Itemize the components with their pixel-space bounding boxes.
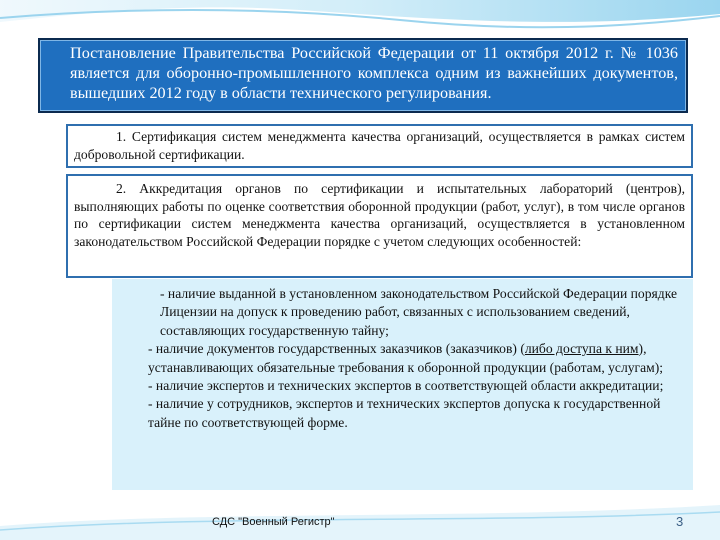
list-item bbox=[120, 285, 685, 340]
slide-title-text: Постановление Правительства Российской Федерации от 11 октября 2012 г. № 1036 является для оборонно-промышленного комплекса одним из важнейших документов, вышедших 2012 году в области технического регулирования. bbox=[70, 44, 678, 102]
list-item bbox=[120, 377, 685, 395]
list-item-text bbox=[120, 340, 685, 377]
features-list bbox=[112, 279, 693, 490]
list-item-underlined-text: либо доступа к ним bbox=[524, 341, 639, 357]
list-item-text: - наличие экспертов и технических экспертов в соответствующей области аккредитации; bbox=[148, 378, 664, 394]
list-item bbox=[120, 340, 685, 377]
item-2-text: 2. Аккредитация органов по сертификации и испытательных лабораторий (центров), выполняющих работы по оценке соответствия оборонной продукции (работ, услуг), в том числе органов по сертификации систем менеджмента качества организаций, осуществляется в установленном законодательством Российской Федерации порядке с учетом следующих особенностей: bbox=[74, 181, 685, 249]
list-item-text-after: ), устанавливающих обязательные требования к оборонной продукции (работам, услугам); bbox=[148, 341, 664, 375]
list-item bbox=[120, 395, 685, 432]
list-item-text: - наличие выданной в установленном законодательством Российской Федерации порядке Лицензии на допуск к проведению работ, связанных с использованием сведений, составляющих государственную тайну; bbox=[160, 286, 677, 338]
item-1-box bbox=[66, 124, 693, 168]
list-item-text-before: - наличие документов государственных заказчиков (заказчиков) ( bbox=[148, 341, 525, 357]
list-item-text: - наличие у сотрудников, экспертов и технических экспертов допуска к государственной тайне по соответствующей форме. bbox=[148, 396, 661, 430]
slide-title-box bbox=[38, 38, 688, 113]
item-2-box bbox=[66, 174, 693, 278]
item-1-text: 1. Сертификация систем менеджмента качества организаций, осуществляется в рамках систем добровольной сертификации. bbox=[74, 129, 685, 162]
slide-footer: СДС "Военный Регистр" bbox=[212, 516, 335, 528]
page-number: 3 bbox=[676, 514, 684, 529]
